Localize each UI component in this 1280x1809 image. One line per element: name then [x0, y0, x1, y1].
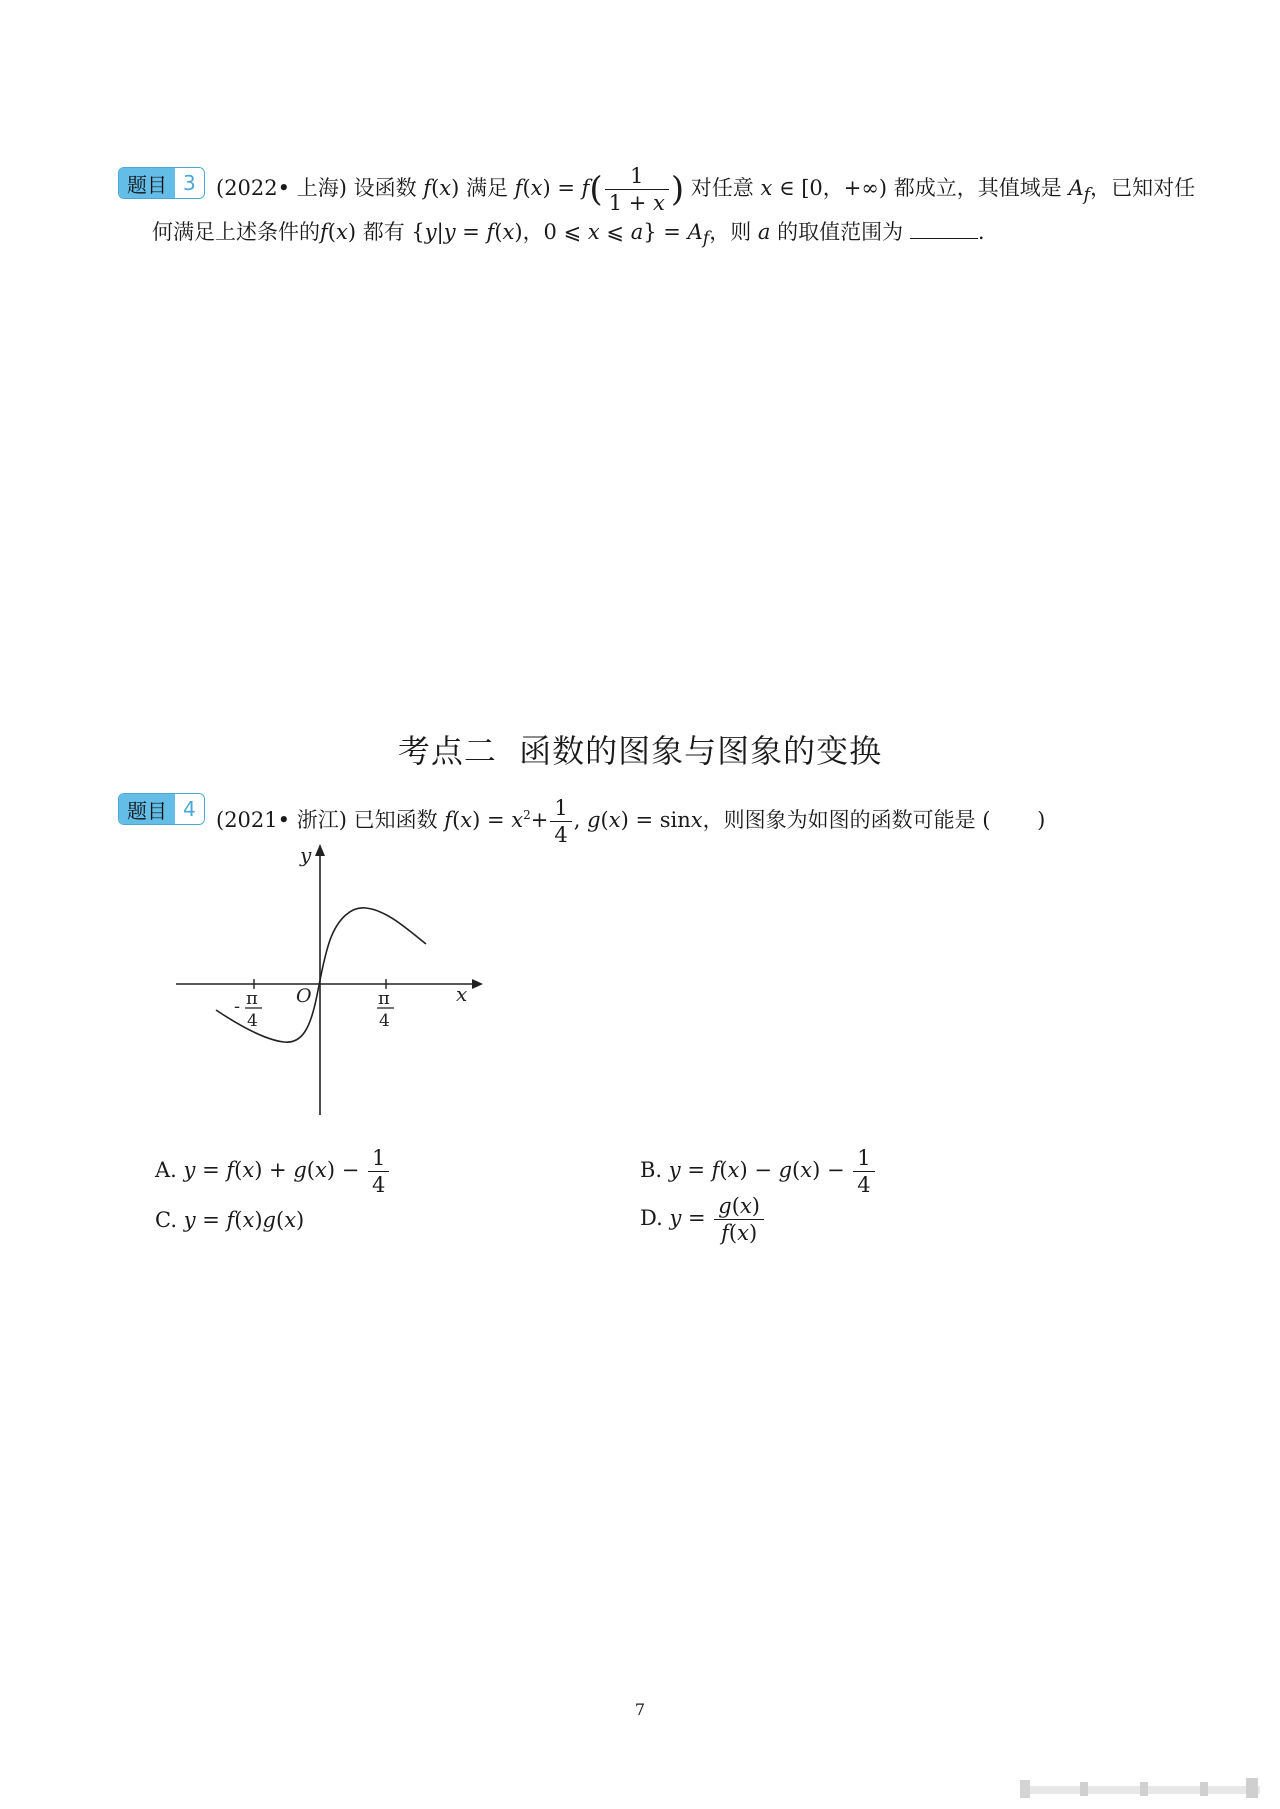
math-var: f: [486, 220, 495, 244]
option-letter: D.: [640, 1206, 663, 1231]
math-var: g: [293, 1158, 307, 1183]
text-span: .: [977, 220, 985, 244]
math-var: y: [668, 1158, 681, 1183]
math-fraction: [605, 164, 669, 215]
question-badge-label: 题目: [119, 168, 175, 198]
text-span: 已知函数: [353, 808, 438, 833]
math-var: x: [608, 808, 621, 833]
math-var: a: [757, 220, 771, 244]
text-span: ，则图象为如图的函数可能是 (: [702, 808, 991, 833]
math-var: f: [226, 1158, 235, 1183]
math-paren: ): [670, 169, 685, 210]
y-axis-label: y: [300, 843, 312, 867]
text-span: 的取值范围为: [777, 220, 904, 244]
fraction-denominator: f(x): [721, 1221, 758, 1246]
math-var: x: [653, 191, 665, 216]
math-var: f: [423, 176, 432, 201]
math-var: y: [424, 220, 437, 244]
math-var: x: [335, 220, 348, 244]
math-var: f: [444, 808, 453, 833]
math-fraction: [368, 1146, 389, 1197]
math-fraction: [714, 1194, 764, 1245]
question-source: (2021• 浙江): [216, 808, 347, 833]
math-var: x: [242, 1158, 255, 1183]
option-b[interactable]: B. y = f(x) − g(x) − $\frac{1}{4}$: [640, 1146, 877, 1197]
math-var: x: [690, 808, 703, 833]
math-var: g: [718, 1194, 732, 1218]
x-axis-arrow: [472, 979, 483, 989]
fraction-denominator: 4: [554, 823, 568, 848]
math-var: x: [800, 1158, 813, 1183]
question-4-line: (2021• 浙江) 已知函数 $f(x) = x^2+$ $\frac{1}{4}$ , g(x) = sinx，则图象为如图的函数可能是 ( ): [216, 796, 1046, 848]
math-exponent: 2: [523, 808, 531, 823]
question-badge: [118, 167, 205, 199]
origin-label: O: [296, 985, 312, 1007]
math-var: g: [587, 808, 601, 833]
math-var: g: [262, 1208, 276, 1232]
option-a[interactable]: A. y = f(x) + g(x) − $\frac{1}{4}$: [155, 1146, 391, 1197]
text-span: ⩽: [606, 220, 625, 244]
option-c[interactable]: C. y = f(x)g(x): [155, 1208, 305, 1232]
text-span: ，0 ⩽: [522, 220, 582, 244]
math-var: x: [511, 808, 524, 833]
math-var: x: [760, 176, 773, 201]
question-3-line-1: (2022• 上海) 设函数 f(x) 满足 f(x) = f( $\frac{1}{1 + x}$ ) 对任意 x ∈ [0，+∞) 都成立，其值域是 $A_f$，已知对任: [216, 164, 1196, 216]
math-var: A: [1068, 176, 1084, 201]
math-var: x: [587, 220, 600, 244]
math-var: x: [739, 1194, 752, 1218]
tick-label-pos-den: 4: [379, 1011, 390, 1031]
math-var: f: [226, 1208, 235, 1232]
math-var: x: [460, 808, 473, 833]
fraction-numerator: 1: [853, 1146, 874, 1172]
math-var: f: [320, 220, 328, 244]
watermark-icon: [1020, 1776, 1260, 1800]
text-span: 对任意: [690, 176, 754, 201]
question-badge-number: 4: [175, 794, 204, 824]
option-letter: B.: [640, 1158, 663, 1183]
text-span: 设函数: [353, 176, 417, 201]
fraction-denominator: [605, 190, 669, 215]
text-span: ，则: [709, 220, 752, 244]
text-span: } =: [643, 220, 681, 244]
text-span: 1 +: [608, 191, 653, 216]
question-badge: [118, 793, 205, 825]
fraction-numerator: g(x): [714, 1194, 764, 1220]
text-span: ，已知对任: [1090, 176, 1196, 201]
answer-blank[interactable]: [910, 220, 978, 239]
math-var: a: [630, 220, 644, 244]
fraction-numerator: 1: [368, 1146, 389, 1172]
y-axis-arrow: [315, 844, 325, 856]
section-title: 考点二 函数的图象与图象的变换: [397, 732, 883, 770]
fraction-denominator: 4: [371, 1173, 386, 1198]
math-var: x: [737, 1221, 749, 1246]
math-var: f: [711, 1158, 720, 1183]
option-letter: A.: [155, 1158, 177, 1183]
math-var: A: [687, 220, 703, 244]
text-span: 满足: [465, 176, 508, 201]
tick-label-neg-den: 4: [247, 1011, 258, 1031]
question-badge-label: 题目: [119, 794, 175, 824]
math-var: g: [778, 1158, 793, 1183]
math-var: x: [284, 1208, 297, 1232]
math-var: x: [314, 1158, 327, 1183]
math-paren: (: [589, 169, 603, 210]
fraction-numerator: 1: [605, 164, 669, 190]
math-var: y: [443, 220, 456, 244]
option-letter: C.: [155, 1208, 177, 1232]
math-fraction: [550, 796, 571, 847]
text-span: +: [530, 808, 549, 833]
math-var: f: [721, 1221, 729, 1246]
page-number: 7: [634, 1700, 646, 1719]
math-var: x: [530, 176, 543, 201]
math-var: x: [502, 220, 515, 244]
tick-label-neg-sign: -: [234, 996, 241, 1017]
math-var: x: [727, 1158, 740, 1183]
option-d[interactable]: D. y = $\frac{g(x)}{f(x)}$: [640, 1194, 766, 1245]
math-subscript: f: [702, 229, 710, 250]
text-span: ): [1037, 808, 1046, 833]
tick-label-neg-pi: π: [246, 988, 258, 1009]
math-var: x: [439, 176, 452, 201]
text-span: 都成立，其值域是: [893, 176, 1062, 201]
math-fraction: [853, 1146, 874, 1197]
question-source: (2022• 上海): [216, 176, 347, 201]
fraction-denominator: 4: [857, 1173, 871, 1198]
math-var: y: [183, 1158, 196, 1183]
text-span: 都有 {: [362, 220, 425, 244]
question-3-line-2: 何满足上述条件的f(x) 都有 {y|y = f(x)，0 ⩽ x ⩽ $a\} = A_f$，则 a 的取值范围为 .: [152, 220, 985, 250]
math-var: y: [183, 1208, 196, 1232]
text-span: ∈ [0，+∞): [779, 176, 888, 201]
math-var: f: [581, 176, 590, 201]
math-var: y: [669, 1206, 682, 1231]
function-graph: [170, 840, 490, 1130]
question-badge-number: 3: [175, 168, 204, 198]
math-subscript: f: [1083, 185, 1091, 206]
x-axis-label: x: [456, 982, 468, 1006]
text-span: sin: [659, 808, 691, 833]
tick-label-pi: π: [378, 988, 390, 1009]
math-var: x: [242, 1208, 255, 1232]
fraction-numerator: 1: [550, 796, 571, 822]
math-var: f: [514, 176, 523, 201]
text-span: 何满足上述条件的: [152, 220, 320, 244]
